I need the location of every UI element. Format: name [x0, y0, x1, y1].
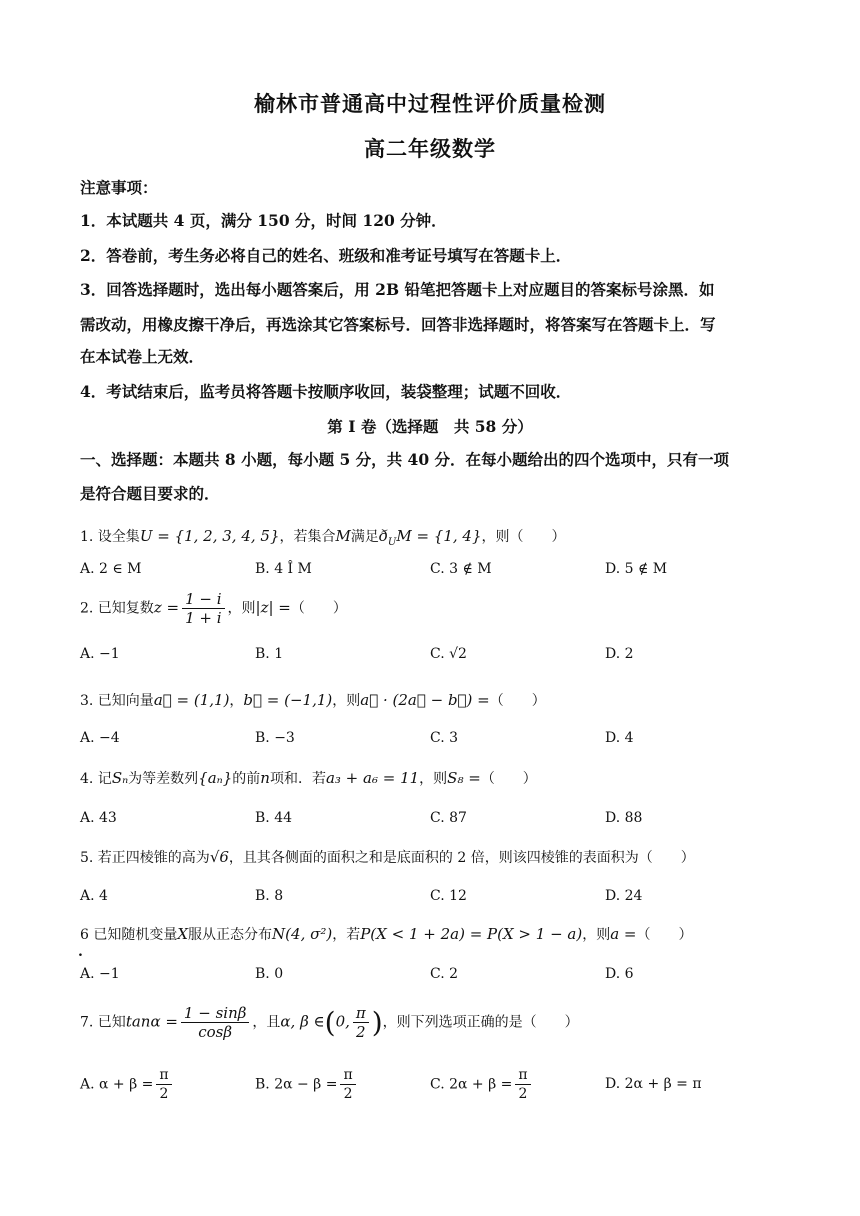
option-b: B. 2α − β = $\frac{\pi}{2}$: [255, 1066, 359, 1103]
option-a: A. 43: [80, 810, 117, 826]
option-c: C. 87: [430, 810, 467, 826]
option-a: A. −1: [80, 966, 120, 982]
notice-item-1: 1．本试题共 4 页，满分 150 分，时间 120 分钟．: [80, 211, 447, 230]
question-5-stem: 5. 若正四棱锥的高为√6，且其各侧面的面积之和是底面积的 2 倍，则该四棱锥的表面积为（ ）: [80, 848, 695, 866]
option-b: B. 44: [255, 810, 293, 826]
option-c: C. √2: [430, 646, 467, 662]
option-d: D. 5 ∉ M: [605, 561, 668, 577]
option-b: B. −3: [255, 730, 295, 746]
option-d: D. 88: [605, 810, 643, 826]
question-5-options: [80, 888, 780, 912]
option-c: C. 2α + β = $\frac{\pi}{2}$: [430, 1066, 534, 1103]
notice-item-3: 3．回答选择题时，选出每小题答案后，用 2B 铅笔把答题卡上对应题目的答案标号涂黑．如: [80, 280, 715, 299]
exam-subject-title: 高二年级数学: [364, 136, 496, 161]
question-7-stem: 7. 已知tanα = $\frac{1 - \sin\beta}{\cos\beta}$ ，且α, β ∈(0, $\frac{\pi}{2}$ )，则下列选项正确的是（ ）: [80, 1004, 579, 1041]
question-3-options: [80, 730, 780, 754]
section-one-instructions-cont: 是符合题目要求的．: [80, 484, 220, 503]
notice-item-4: 4．考试结束后，监考员将答题卡按顺序收回，装袋整理；试题不回收．: [80, 382, 572, 401]
option-d: D. 2: [605, 646, 634, 662]
question-2-stem: 2. 已知复数z = $\frac{1 - i}{1 + i}$ ，则|z| =（ ）: [80, 590, 347, 627]
exam-title: 榆林市普通高中过程性评价质量检测: [254, 91, 606, 116]
notice-heading: 注意事项：: [80, 178, 158, 197]
question-4-stem: 4. 记Sₙ为等差数列{aₙ}的前n项和．若a₃ + a₆ = 11，则S₈ =（ ）: [80, 769, 537, 787]
notice-item-3-cont2: 在本试卷上无效．: [80, 347, 205, 366]
option-c: C. 3: [430, 730, 459, 746]
option-d: D. 2α + β = π: [605, 1076, 702, 1092]
question-4-options: [80, 810, 780, 834]
notice-item-2: 2．答卷前，考生务必将自己的姓名、班级和准考证号填写在答题卡上．: [80, 246, 572, 265]
question-2-options: [80, 646, 780, 670]
option-a: A. 4: [80, 888, 108, 904]
question-3-stem: 3. 已知向量a⃗ = (1,1)，b⃗ = (−1,1)，则a⃗ · (2a⃗ − b⃗) =（ ）: [80, 691, 546, 709]
option-c: C. 2: [430, 966, 459, 982]
option-b: B. 8: [255, 888, 284, 904]
option-d: D. 24: [605, 888, 643, 904]
question-6-dot: .: [78, 944, 83, 960]
option-d: D. 6: [605, 966, 634, 982]
question-1-options: [80, 561, 780, 585]
option-b: B. 1: [255, 646, 284, 662]
question-6-stem: 6 已知随机变量X服从正态分布N(4, σ²)，若P(X < 1 + 2a) = P(X > 1 − a)，则a =（ ）: [80, 925, 693, 943]
question-6-options: [80, 966, 780, 990]
option-c: C. 3 ∉ M: [430, 561, 492, 577]
option-a: A. −1: [80, 646, 120, 662]
notice-item-3-cont: 需改动，用橡皮擦干净后，再选涂其它答案标号．回答非选择题时，将答案写在答题卡上．写: [80, 315, 716, 334]
question-1-stem: 1. 设全集U = {1, 2, 3, 4, 5}，若集合M满足$ð_UM = \{1$, 4}，则（ ）: [80, 527, 566, 548]
option-b: B. 0: [255, 966, 284, 982]
option-c: C. 12: [430, 888, 467, 904]
question-7-options: [80, 1066, 780, 1110]
option-a: A. 2 ∈ M: [80, 561, 142, 577]
option-d: D. 4: [605, 730, 634, 746]
option-b: B. 4 Î M: [255, 561, 312, 577]
option-a: A. α + β = $\frac{\pi}{2}$: [80, 1066, 175, 1103]
part-one-heading: 第 I 卷（选择题 共 58 分）: [327, 417, 533, 436]
option-a: A. −4: [80, 730, 120, 746]
section-one-instructions: 一、选择题：本题共 8 小题，每小题 5 分，共 40 分．在每小题给出的四个选项中，只有一项: [80, 450, 730, 469]
